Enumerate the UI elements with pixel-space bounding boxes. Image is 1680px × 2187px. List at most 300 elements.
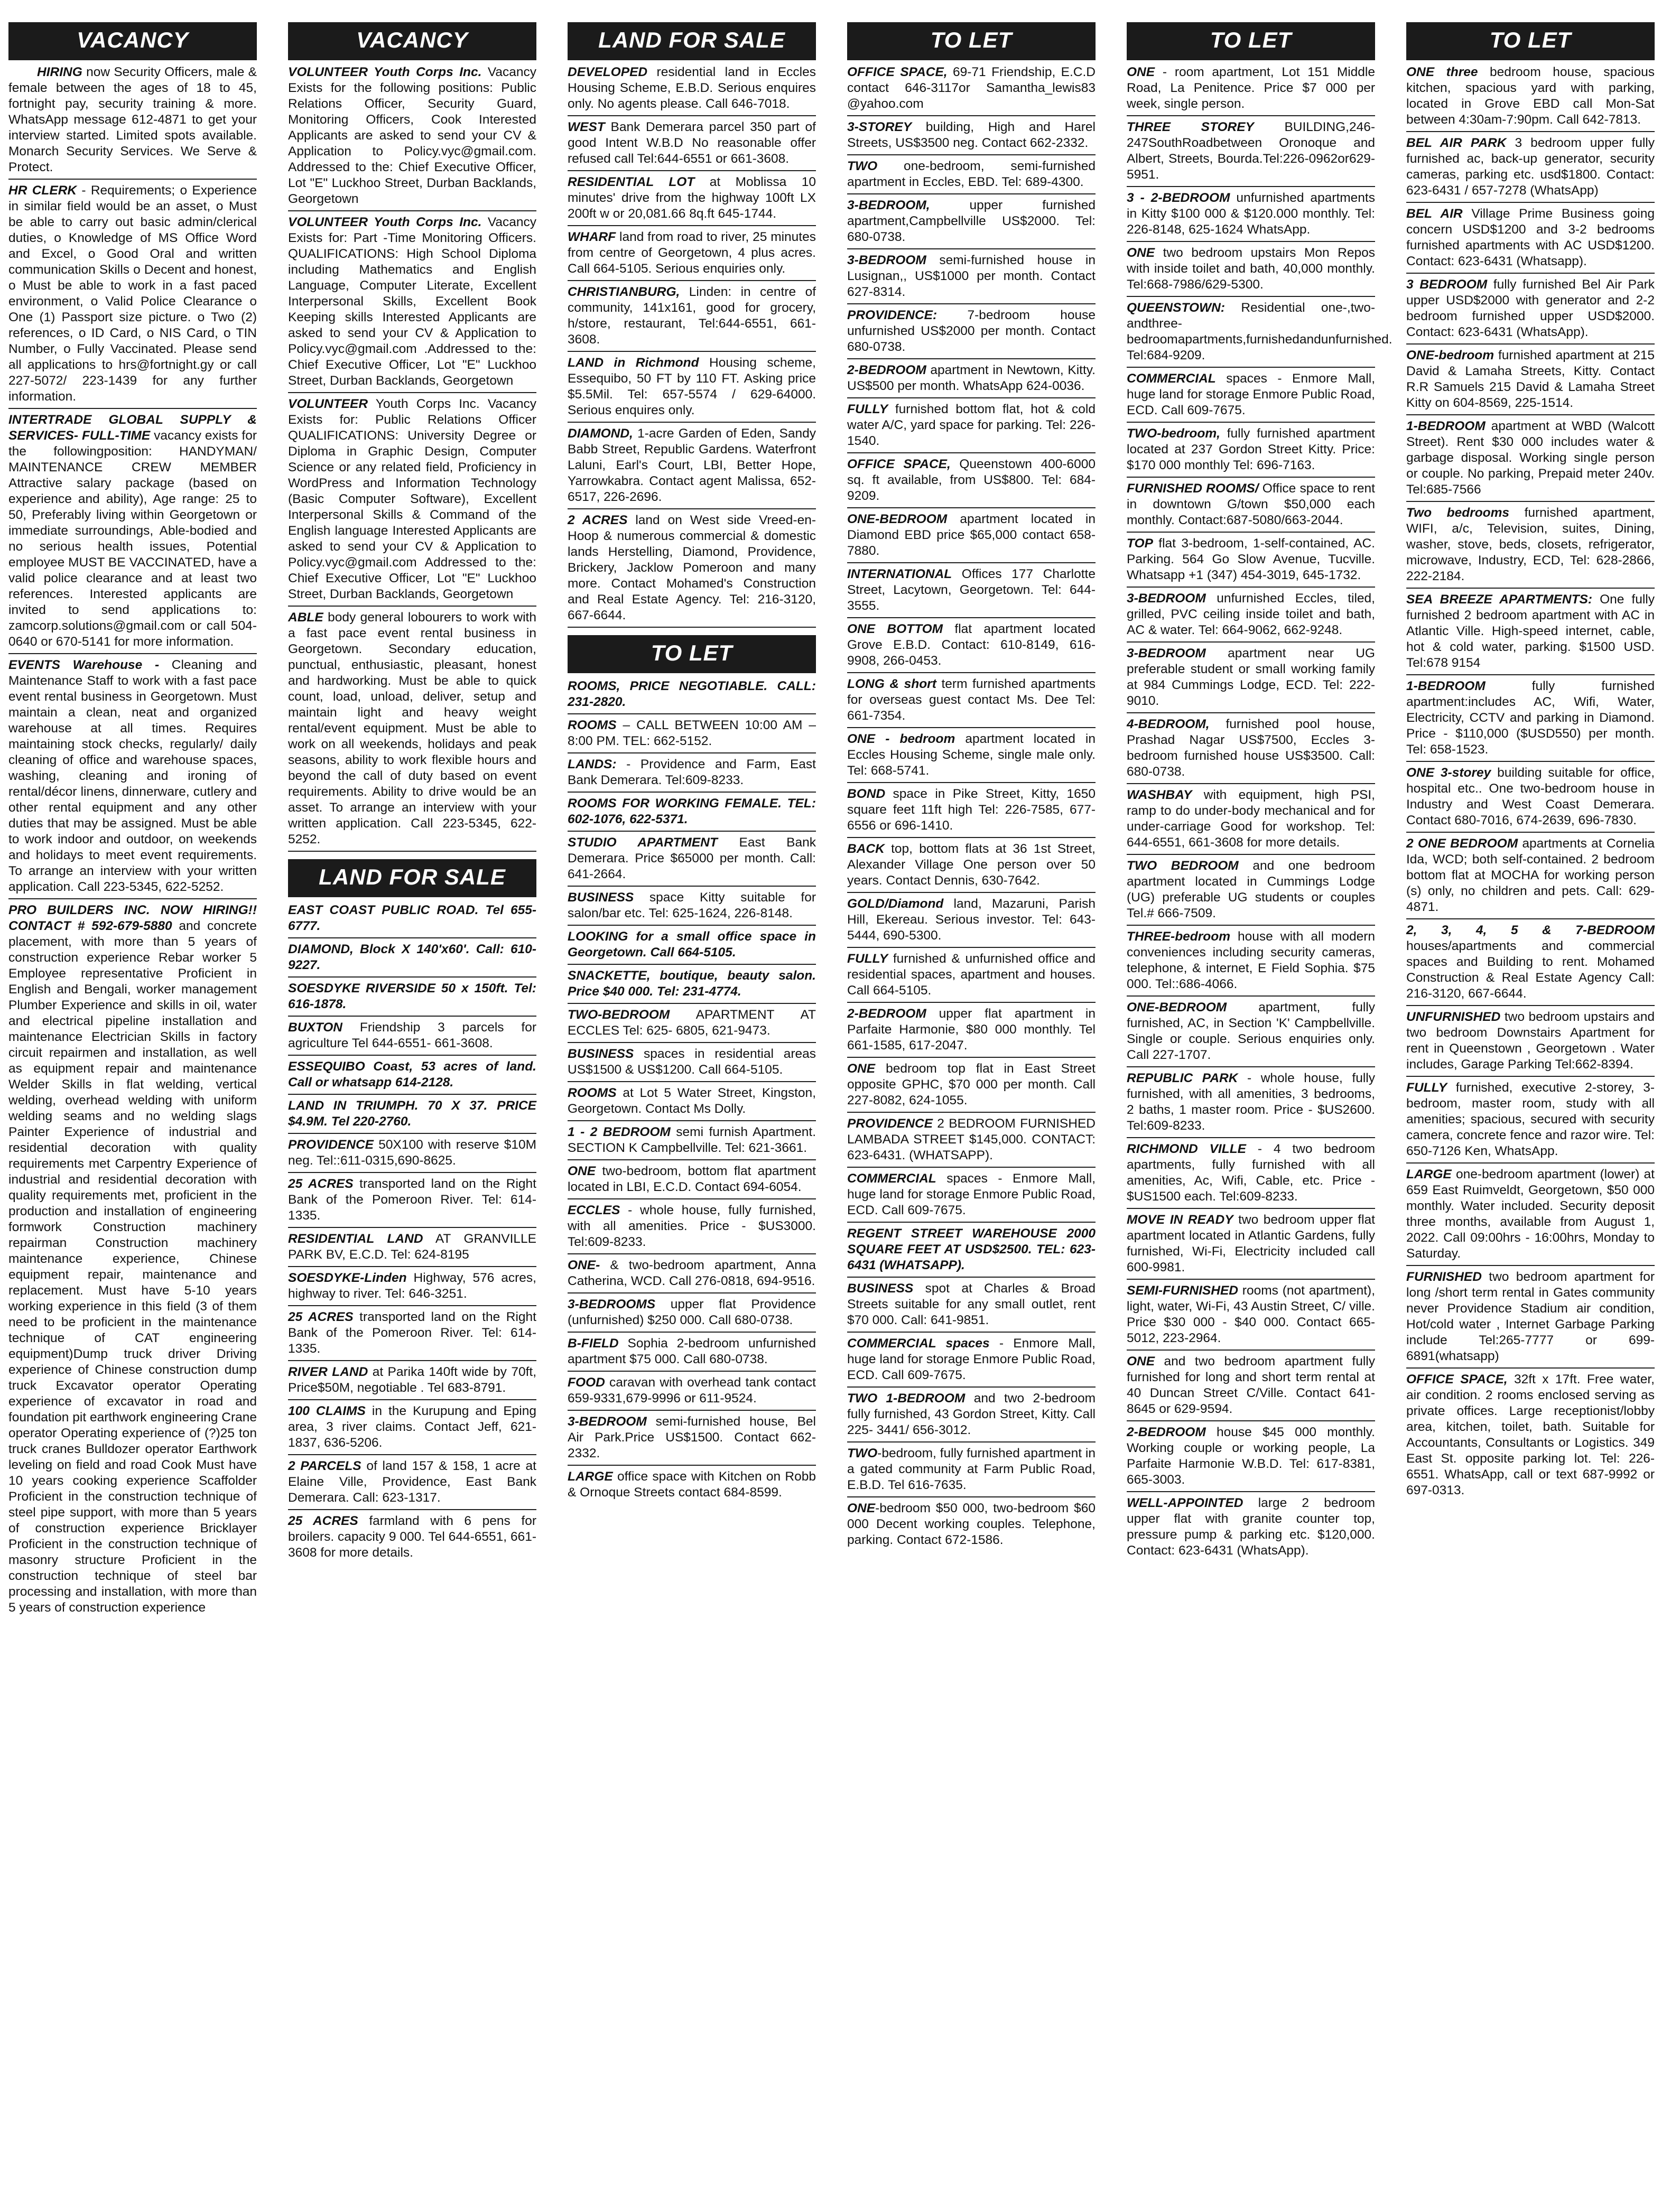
ad-body: with equipment, high PSI, ramp to do under-body mechanical and for under-carriage Good for workshop. Tel: 644-6551, 661-3608 for more details. — [1127, 788, 1375, 850]
ad-headline: ROOMS — [568, 718, 617, 732]
ad-headline: ONE-BEDROOM — [1127, 1000, 1227, 1015]
classified-ad — [847, 402, 1096, 453]
ad-body: bedroom house, spacious kitchen, spacious yard with parking, located in Grove EBD call Mon-Sat between 4:30am-7:90pm. Call 642-7813. — [1406, 65, 1655, 127]
ad-headline: BEL AIR — [1406, 207, 1463, 221]
ad-headline: BUSINESS — [568, 890, 634, 905]
classified-ad — [1406, 135, 1655, 203]
ad-headline: PROVIDENCE — [288, 1138, 374, 1152]
classified-ad — [1406, 1167, 1655, 1266]
ad-body: and two 2-bedroom fully furnished, 43 Gordon Street, Kitty. Call 225- 3441/ 656-3012. — [847, 1391, 1096, 1437]
ad-body: two bedroom upstairs and two bedroom Downstairs Apartment for rent in Queenstown , Georgetown . Water includes, Garage Parking Tel:662-8394. — [1406, 1010, 1655, 1072]
classified-ad — [288, 1270, 536, 1306]
ad-body: flat apartment located Grove E.B.D. Contact: 610-8149, 616-9908, 266-0453. — [847, 622, 1096, 668]
ad-body: Friendship 3 parcels for agriculture Tel 644-6551- 661-3608. — [288, 1020, 536, 1050]
classified-ad — [568, 1469, 816, 1504]
classified-ad — [288, 942, 536, 978]
classified-ad — [568, 1124, 816, 1160]
classified-ad — [1127, 1495, 1375, 1562]
classified-ad — [1127, 1425, 1375, 1492]
classified-ad — [1127, 716, 1375, 784]
ad-body: - Requirements; o Experience in similar field would be an asset, o Must be able to carry out basic admin/clerical duties, o Knowledge of MS Office Word and Excel, o Good Oral and written communication Skills o Decent and honest, o Must be able to work in a fast paced environment, o Valid Police Clearance o One (1) Passport size picture. o Two (2) references, o ID Card, o NIS Card, o TIN Number, o Fully Vaccinated. Please send all applications to hrs@fortnight.gy or call 227-5072/ 223-1439 for any further information. — [8, 183, 257, 404]
section-heading: TO LET — [1127, 22, 1375, 60]
ad-body: transported land on the Right Bank of the Pomeroon River. Tel: 614-1335. — [288, 1310, 536, 1356]
ad-body: - whole house, fully furnished, with all amenities. Price - $US3000. Tel:609-8233. — [568, 1203, 816, 1249]
ad-headline: ONE — [1127, 246, 1155, 260]
ad-body: land, Mazaruni, Parish Hill, Ekereau. Serious investor. Tel: 643-5444, 690-5300. — [847, 897, 1096, 943]
classified-ad — [568, 1375, 816, 1411]
classified-ad — [288, 1231, 536, 1267]
classified-ad — [568, 513, 816, 628]
ad-headline: REPUBLIC PARK — [1127, 1071, 1238, 1085]
ad-headline: 1-BEDROOM — [1406, 419, 1486, 433]
ad-body: furnished bottom flat, hot & cold water A/C, yard space for parking. Tel: 226-1540. — [847, 402, 1096, 448]
classified-ad — [568, 757, 816, 793]
ad-headline: SEA BREEZE APARTMENTS: — [1406, 592, 1593, 607]
ad-headline: 2-BEDROOM — [1127, 1425, 1206, 1439]
ad-body: rooms (not apartment), light, water, Wi-Fi, 43 Austin Street, C/ ville. Price $30 000 - $40 000. Contact 665-5012, 223-2964. — [1127, 1283, 1375, 1345]
ad-body: Bank Demerara parcel 350 part of good Intent W.B.D No reasonable offer refused call Tel:644-6551 or 661-3608. — [568, 120, 816, 166]
ad-headline: ONE - bedroom — [847, 732, 955, 746]
section-heading: LAND FOR SALE — [288, 859, 536, 897]
classified-ad — [568, 1046, 816, 1082]
classified-ad — [847, 841, 1096, 893]
ad-headline: B-FIELD — [568, 1336, 619, 1351]
ad-body: Vacancy Exists for: Part -Time Monitoring Officers. QUALIFICATIONS: High School Diploma including Mathematics and English Language, Computer Literate, Excellent Interpersonal Skills, Excellent Book Keeping skills Interested Applicants are asked to send your CV & Application to Policy.vyc@gmail.com .Addressed to the: Chief Executive Officer, Lot "E" Luckhoo Street, Durban Backlands, Georgetown — [288, 215, 536, 388]
column-5 — [1127, 22, 1393, 1565]
ad-headline: HR CLERK — [8, 183, 77, 198]
ad-body: one-bedroom apartment (lower) at 659 East Ruimveldt, Georgetown, $50 000 monthly. Water included. Security deposit three months, available from August 1, 2022. Call 09:00hrs - 16:00hrs, Monday to Saturday. — [1406, 1167, 1655, 1261]
ad-body: in the Kurupung and Eping area, 3 river claims. Contact Jeff, 621-1837, 636-5206. — [288, 1404, 536, 1450]
ad-body: upper flat Providence (unfurnished) $250 000. Call 680-0738. — [568, 1297, 816, 1327]
classified-ad — [568, 718, 816, 753]
column-6 — [1406, 22, 1655, 1505]
ad-body: upper flat apartment in Parfaite Harmonie, $80 000 monthly. Tel 661-1585, 617-2047. — [847, 1007, 1096, 1053]
ad-body: land from road to river, 25 minutes from centre of Georgetown, 4 plus acres. Call 664-5105. Serious enquiries only. — [568, 230, 816, 276]
classified-ad — [1127, 1071, 1375, 1138]
classified-ad — [1127, 426, 1375, 478]
classified-ad — [847, 1116, 1096, 1168]
classified-ad — [568, 1203, 816, 1254]
classified-ad — [568, 426, 816, 509]
ad-headline: BEL AIR PARK — [1406, 136, 1507, 150]
ad-headline: 3-STOREY — [847, 120, 912, 134]
classified-ad — [288, 1458, 536, 1510]
ad-headline: DIAMOND, Block X 140'x60'. Call: 610-9227. — [288, 942, 536, 972]
ad-headline: VOLUNTEER Youth Corps Inc. — [288, 215, 482, 229]
classified-ad — [1406, 765, 1655, 833]
classified-ad — [288, 215, 536, 393]
classified-ad — [1127, 1212, 1375, 1280]
ad-body: furnished pool house, Prashad Nagar US$7500, Eccles 3-bedroom furnished house US$3500. Call: 680-0738. — [1127, 717, 1375, 779]
classified-ad — [847, 511, 1096, 563]
classified-ad — [288, 1059, 536, 1095]
classified-ad — [1127, 536, 1375, 588]
ad-body: APARTMENT AT ECCLES Tel: 625- 6805, 621-9473. — [568, 1008, 816, 1038]
ad-headline: RICHMOND VILLE — [1127, 1142, 1247, 1156]
ad-body: furnished & unfurnished office and residential spaces, apartment and houses. Call 664-5105. — [847, 952, 1096, 998]
ad-headline: OFFICE SPACE, — [847, 65, 948, 79]
ad-body: at Parika 140ft wide by 70ft, Price$50M, negotiable . Tel 683-8791. — [288, 1365, 536, 1395]
ad-body: apartment located in Diamond EBD price $65,000 contact 658-7880. — [847, 512, 1096, 558]
ad-body: Village Prime Business going concern USD$1200 and 3-2 bedrooms furnished apartments with AC USD$1200. Contact: 623-6431 (Whatsapp). — [1406, 207, 1655, 268]
classified-ad — [568, 835, 816, 887]
ad-body: unfurnished Eccles, tiled, grilled, PVC ceiling inside toilet and bath, AC & water. Tel: 664-9062, 662-9248. — [1127, 591, 1375, 637]
ad-body: - 4 two bedroom apartments, fully furnished with all amenities, Ac, Wifi, Cable, etc. Price - $US1500 each. Tel:609-8233. — [1127, 1142, 1375, 1204]
ad-headline: QUEENSTOWN: — [1127, 301, 1226, 315]
classified-ad — [288, 1403, 536, 1455]
ad-headline: ONE — [568, 1164, 596, 1178]
ad-headline: BACK — [847, 842, 885, 856]
ad-body: large 2 bedroom upper flat with granite counter top, pressure pump & parking etc. $120,000. Contact: 623-6431 (WhatsApp). — [1127, 1496, 1375, 1558]
classified-ad — [1127, 245, 1375, 297]
classified-ad — [847, 1336, 1096, 1388]
ad-body: Sophia 2-bedroom unfurnished apartment $75 000. Call 680-0738. — [568, 1336, 816, 1366]
ad-headline: GOLD/Diamond — [847, 897, 944, 911]
ad-body: building, High and Harel Streets, US$3500 neg. Contact 662-2332. — [847, 120, 1096, 150]
ad-headline: ONE BOTTOM — [847, 622, 943, 636]
classified-ad — [847, 1446, 1096, 1497]
ad-body: 2 BEDROOM FURNISHED LAMBADA STREET $145,000. CONTACT: 623-6431. (WHATSAPP). — [847, 1116, 1096, 1162]
ad-headline: LAND IN TRIUMPH. 70 X 37. PRICE $4.9M. Tel 220-2760. — [288, 1099, 536, 1129]
section-heading: TO LET — [847, 22, 1096, 60]
ad-body: one-bedroom, semi-furnished apartment in Eccles, EBD. Tel: 689-4300. — [847, 159, 1096, 189]
classified-ad — [568, 174, 816, 226]
classified-ad — [847, 362, 1096, 398]
classified-ad — [1406, 1372, 1655, 1502]
ad-headline: 3 - 2-BEDROOM — [1127, 191, 1230, 205]
ad-headline: WASHBAY — [1127, 788, 1192, 802]
classified-ad — [1406, 1080, 1655, 1164]
ad-body: term furnished apartments for overseas guest contact Ms. Dee Tel: 661-7354. — [847, 677, 1096, 723]
ad-body: East Bank Demerara. Price $65000 per month. Call: 641-2664. — [568, 835, 816, 881]
ad-body: 3 bedroom upper fully furnished ac, back-up generator, security cameras, parking etc. usd$1800. Contact: 623-6431 / 657-7278 (WhatsApp) — [1406, 136, 1655, 198]
classified-ad — [847, 1391, 1096, 1443]
ad-body: furnished apartment, WIFI, a/c, Television, suites, Dining, washer, stove, beds, closets, refrigerator, microwave, Industry, ECD, Tel: 628-2866, 222-2184. — [1406, 506, 1655, 583]
ad-body: spaces in residential areas US$1500 & US$1200. Call 664-5105. — [568, 1047, 816, 1077]
ad-body: BUILDING,246-247SouthRoadbetween Oronoque and Albert, Streets, Bourda.Tel:226-0962or629-5951. — [1127, 120, 1375, 182]
classified-ad — [847, 1226, 1096, 1278]
ad-headline: 3-BEDROOM — [847, 253, 926, 267]
classified-ad — [568, 796, 816, 832]
ad-headline: FURNISHED — [1406, 1270, 1482, 1284]
classified-ad — [847, 119, 1096, 155]
classified-ad — [288, 64, 536, 211]
ad-body: – CALL BETWEEN 10:00 AM – 8:00 PM. TEL: 662-5152. — [568, 718, 816, 748]
ad-body: space in Pike Street, Kitty, 1650 square feet 11ft high Tel: 226-7585, 677-6556 or 696-1410. — [847, 787, 1096, 833]
classified-ad — [288, 1364, 536, 1400]
ad-body: two bedroom upper flat apartment located in Atlantic Gardens, fully furnished, Wi-Fi, Electricity included call 600-9981. — [1127, 1213, 1375, 1274]
classified-ad — [1406, 836, 1655, 919]
classified-ad — [1127, 646, 1375, 713]
ad-headline: SOESDYKE RIVERSIDE 50 x 150ft. Tel: 616-1878. — [288, 981, 536, 1011]
ad-body: farmland with 6 pens for broilers. capacity 9 000. Tel 644-6551, 661-3608 for more details. — [288, 1514, 536, 1560]
classified-ad — [847, 64, 1096, 116]
ad-headline: 3-BEDROOM, — [847, 198, 930, 212]
ad-body: two bedroom apartment for long /short term rental in Gates community never Providence Stadium air condition, Hot/cold water , Internet Garbage Parking include Tel:265-7777 or 699-6891(whatsapp) — [1406, 1270, 1655, 1363]
classified-ad — [847, 896, 1096, 948]
ad-headline: FURNISHED ROOMS/ — [1127, 481, 1259, 496]
ad-headline: REGENT STREET WAREHOUSE 2000 SQUARE FEET AT USD$2500. TEL: 623-6431 (WHATSAPP). — [847, 1226, 1096, 1272]
ad-headline: 2-BEDROOM — [847, 363, 926, 377]
classified-ad — [568, 678, 816, 714]
classified-ad — [1127, 371, 1375, 423]
classified-ad — [8, 657, 257, 899]
classified-ad — [847, 1281, 1096, 1333]
ad-body: 32ft x 17ft. Free water, air condition. 2 rooms enclosed serving as private offices. Large receptionist/lobby area, kitchen, toilet, bath. Suitable for Accountants, Consultants or Logistics. 349 East St. opposite parking lot. Tel: 226-6551. WhatsApp, call or text 687-9992 or 697-0313. — [1406, 1372, 1655, 1497]
ad-body: fully furnished Bel Air Park upper USD$2000 with generator and 2-2 bedroom furnished upper USD$2000. Contact: 623-6431 (WhatsApp). — [1406, 277, 1655, 339]
classified-ad — [1127, 858, 1375, 926]
ad-headline: 2 PARCELS — [288, 1459, 361, 1473]
classified-ad — [568, 1007, 816, 1043]
classified-ad — [847, 1061, 1096, 1113]
ad-headline: LONG & short — [847, 677, 936, 691]
ad-headline: SEMI-FURNISHED — [1127, 1283, 1238, 1298]
classified-ad — [568, 1085, 816, 1121]
classified-ad — [847, 253, 1096, 304]
ad-headline: 25 ACRES — [288, 1514, 358, 1528]
ad-headline: Two bedrooms — [1406, 506, 1510, 520]
ad-headline: INTERNATIONAL — [847, 567, 952, 581]
ad-headline: 2 ONE BEDROOM — [1406, 836, 1518, 851]
ad-headline: TWO-bedroom, — [1127, 426, 1220, 441]
classified-ad — [1127, 190, 1375, 242]
classified-ad — [847, 1501, 1096, 1551]
classified-ad — [847, 731, 1096, 783]
classified-ad — [1127, 300, 1393, 368]
ad-headline: FOOD — [568, 1375, 605, 1390]
ad-body: Highway, 576 acres, highway to river. Tel: 646-3251. — [288, 1271, 536, 1301]
classified-ad — [288, 396, 536, 607]
ad-headline: WELL-APPOINTED — [1127, 1496, 1243, 1510]
section-heading: TO LET — [1406, 22, 1655, 60]
ad-headline: ONE — [847, 1062, 876, 1076]
ad-body: 50X100 with reserve $10M neg. Tel::611-0315,690-8625. — [288, 1138, 536, 1168]
classified-ad — [568, 229, 816, 281]
ad-headline: FULLY — [847, 402, 888, 416]
ad-headline: COMMERCIAL — [1127, 371, 1216, 386]
ad-headline: ROOMS, PRICE NEGOTIABLE. CALL: 231-2820. — [568, 679, 816, 709]
ad-body: land on West side Vreed-en-Hoop & numerous commercial & domestic lands Herstelling, Diamond, Providence, Brickery, Jacklow Pomeroon and many more. Contact Mohamed's Construction and Real Estate Agency. Tel: 216-3120, 667-6644. — [568, 513, 816, 622]
ad-body: house $45 000 monthly. Working couple or working people, La Parfaite Harmonie W.B.D. Tel: 617-8381, 665-3003. — [1127, 1425, 1375, 1487]
column-2 — [288, 22, 536, 1567]
ad-body: caravan with overhead tank contact 659-9331,679-9996 or 611-9524. — [568, 1375, 816, 1406]
ad-headline: 2 ACRES — [568, 513, 628, 527]
ad-body: transported land on the Right Bank of the Pomeroon River. Tel: 614-1335. — [288, 1177, 536, 1223]
ad-body: Linden: in centre of community, 141x161, good for grocery, h/store, restaurant, Tel:644-6551, 661-3608. — [568, 285, 816, 347]
classified-ad — [1127, 481, 1375, 533]
ad-headline: TWO — [847, 1446, 878, 1460]
ad-headline: TWO-BEDROOM — [568, 1008, 670, 1022]
classified-ad — [847, 566, 1096, 618]
ad-headline: ABLE — [288, 610, 323, 625]
classified-ad — [847, 308, 1096, 359]
ad-body: building suitable for office, hospital etc.. One two-bedroom house in Industry and West Coast Demerara. Contact 680-7016, 674-2639, 696-7830. — [1406, 766, 1655, 827]
ad-headline: ROOMS — [568, 1086, 617, 1100]
classified-ad — [1406, 418, 1655, 502]
ad-body: body general lobourers to work with a fast pace event rental business in Georgetown. Secondary education, punctual, enthusiastic, pleasant, honest and hardworking. Must be able to quick count, load, unload, deliver, setup and maintain light and heavy weight rental/event equipment. Must be able to work on all weekends, holidays and peak seasons, ability to work flexible hours and beyond the call of duty based on event requirements. Ability to drive would be an asset. To arrange an interview with your written application. Call 223-5345, 622-5252. — [288, 610, 536, 846]
ad-body: at Lot 5 Water Street, Kingston, Georgetown. Contact Ms Dolly. — [568, 1086, 816, 1116]
ad-headline: BUXTON — [288, 1020, 343, 1035]
ad-headline: 25 ACRES — [288, 1310, 354, 1324]
ad-headline: VOLUNTEER Youth Corps Inc. — [288, 65, 482, 79]
column-4 — [847, 22, 1096, 1555]
classified-ad — [568, 119, 816, 171]
classified-ad — [568, 890, 816, 926]
ad-body: upper furnished apartment,Campbellville US$2000. Tel: 680-0738. — [847, 198, 1096, 244]
ad-headline: BOND — [847, 787, 886, 801]
classified-ad — [1406, 678, 1655, 762]
ad-body: apartment in Newtown, Kitty. US$500 per month. WhatsApp 624-0036. — [847, 363, 1096, 393]
ad-headline: 3-BEDROOM — [568, 1414, 647, 1429]
section-heading: VACANCY — [288, 22, 536, 60]
ad-headline: 1 - 2 BEDROOM — [568, 1125, 671, 1139]
ad-headline: TWO — [847, 159, 878, 173]
ad-body: fully furnished apartment:includes AC, Wifi, Water, Electricity, CCTV and parking in Diamond. Price - $110,000 ($USD550) per month. Tel: 658-1523. — [1406, 679, 1655, 757]
classified-ad — [288, 1137, 536, 1173]
ad-body: bedroom top flat in East Street opposite GPHC, $70 000 per month. Call 227-8082, 624-1055. — [847, 1062, 1096, 1108]
classified-ad — [847, 621, 1096, 673]
ad-body: - whole house, fully furnished, with all amenities, 3 bedrooms, 2 baths, 1 master room. Price - $US2600. Tel:609-8233. — [1127, 1071, 1375, 1133]
classified-ad — [1406, 206, 1655, 274]
ad-body: houses/apartments and commercial spaces and Building to rent. Mohamed Construction & Real Estate Agency Call: 216-3120, 667-6644. — [1406, 939, 1655, 1001]
ad-body: apartment near UG preferable student or small working family at 984 Cummings Lodge, ECD. Tel: 222-9010. — [1127, 646, 1375, 708]
ad-body: Housing scheme, Essequibo, 50 FT by 110 FT. Asking price $5.5Mil. Tel: 657-5574 / 629-64000. Serious enquires only. — [568, 356, 816, 417]
ad-headline: MOVE IN READY — [1127, 1213, 1233, 1227]
ad-body: Queenstown 400-6000 sq. ft available, from US$800. Tel: 684-9209. — [847, 457, 1096, 503]
ad-headline: PRO BUILDERS INC. NOW HIRING!! CONTACT # 592-679-5880 — [8, 903, 257, 933]
ad-headline: EVENTS Warehouse - — [8, 658, 160, 672]
classified-ad — [847, 1006, 1096, 1058]
classified-ad — [847, 676, 1096, 728]
ad-body: space Kitty suitable for salon/bar etc. Tel: 625-1624, 226-8148. — [568, 890, 816, 920]
ad-body: Youth Corps Inc. Vacancy Exists for: Public Relations Officer QUALIFICATIONS: University Degree or Diploma in Graphic Design, Computer Science or any related field, Proficiency in WordPress and Information Technology (Basic Computer Software), Excellent Interpersonal Skills & Command of the English language Interested Applicants are asked to send your CV & Application to Policy.vyc@gmail.com Addressed to the: Chief Executive Officer, Lot "E" Luckhoo Street, Durban Backlands, Georgetown — [288, 397, 536, 601]
ad-body: house with all modern conveniences including security cameras, telephone, & internet, E Field Sophia. $75 000. Tel::686-4066. — [1127, 929, 1375, 991]
ad-headline: COMMERCIAL — [847, 1171, 936, 1186]
ad-body: - Providence and Farm, East Bank Demerara. Tel:609-8233. — [568, 757, 816, 787]
classified-ad — [288, 902, 536, 938]
ad-headline: 25 ACRES — [288, 1177, 354, 1191]
ad-body: semi furnish Apartment. SECTION K Campbellville. Tel: 621-3661. — [568, 1125, 816, 1155]
ad-headline: ONE-bedroom — [1406, 348, 1495, 362]
ad-body: unfurnished apartments in Kitty $100 000 & $120.000 monthly. Tel: 226-8148, 625-1624 WhatsApp. — [1127, 191, 1375, 237]
ad-body: 69-71 Friendship, E.C.D contact 646-3117or Samantha_lewis83 @yahoo.com — [847, 65, 1096, 111]
classified-ad — [1127, 1000, 1375, 1067]
classified-ad — [8, 183, 257, 409]
ad-headline: ONE — [1127, 65, 1155, 79]
ad-headline: THREE-bedroom — [1127, 929, 1230, 944]
classified-ad — [1127, 119, 1375, 187]
ad-body: top, bottom flats at 36 1st Street, Alexander Village One person over 50 years. Contact Dennis, 630-7642. — [847, 842, 1096, 888]
ad-headline: BUSINESS — [847, 1281, 914, 1296]
ad-body: semi-furnished house, Bel Air Park.Price US$1500. Contact 662-2332. — [568, 1414, 816, 1460]
ad-headline: VOLUNTEER — [288, 397, 368, 411]
classified-ad — [1127, 64, 1375, 116]
section-heading: VACANCY — [8, 22, 257, 60]
ad-headline: WHARF — [568, 230, 616, 244]
classified-ad — [568, 1414, 816, 1466]
ad-headline: TWO BEDROOM — [1127, 859, 1239, 873]
ad-headline: RESIDENTIAL LAND — [288, 1232, 423, 1246]
ad-headline: FULLY — [1406, 1081, 1447, 1095]
ad-headline: LOOKING for a small office space in Georgetown. Call 664-5105. — [568, 929, 816, 960]
classified-ad — [288, 1309, 536, 1361]
ad-body: AT GRANVILLE PARK BV, E.C.D. Tel: 624-8195 — [288, 1232, 536, 1262]
ad-body: residential land in Eccles Housing Scheme, E.B.D. Serious enquires only. No agents please. Call 646-7018. — [568, 65, 816, 111]
ad-headline: COMMERCIAL spaces — [847, 1336, 990, 1351]
ad-headline: TWO 1-BEDROOM — [847, 1391, 966, 1406]
ad-headline: ROOMS FOR WORKING FEMALE. TEL: 602-1076, 622-5371. — [568, 796, 816, 826]
ad-body: two bedroom upstairs Mon Repos with inside toilet and bath, 40,000 monthly. Tel:668-7986/629-5300. — [1127, 246, 1375, 292]
ad-body: vacancy exists for the followingposition: HANDYMAN/ MAINTENANCE CREW MEMBER Attractive salary package (based on experience and ability), Age range: 25 to 50, Preferably living within Georgetown or immediate surroundings, Able-bodied and no serious health issues, Potential employee MUST BE VACCINATED, have a valid police clearance and at least two references. Interested applicants are invited to send applications to: zamcorp.solutions@gmail.com or call 504-0640 or 670-5141 for more information. — [8, 429, 257, 649]
classified-ad — [847, 786, 1096, 838]
classified-ad — [568, 968, 816, 1004]
ad-body: Office space to rent in downtown G/town $50,000 each monthly. Contact:687-5080/663-2044. — [1127, 481, 1375, 527]
section-heading: TO LET — [568, 635, 816, 673]
classified-ad — [288, 610, 536, 852]
classified-ad — [568, 355, 816, 423]
ad-headline: WEST — [568, 120, 605, 134]
ad-headline: LAND in Richmond — [568, 356, 699, 370]
ad-body: and two bedroom apartment fully furnished for long and short term rental at 40 Duncan Street C/Ville. Contact 641-8645 or 629-9594. — [1127, 1354, 1375, 1416]
ad-headline: EAST COAST PUBLIC ROAD. Tel 655-6777. — [288, 903, 536, 933]
ad-headline: INTERTRADE GLOBAL SUPPLY & SERVICES- FULL-TIME — [8, 413, 257, 443]
classified-ad — [847, 198, 1096, 249]
ad-headline: PROVIDENCE — [847, 1116, 933, 1131]
ad-body: - room apartment, Lot 151 Middle Road, La Penitence. Price $7 000 per week, single person. — [1127, 65, 1375, 111]
ad-headline: SNACKETTE, boutique, beauty salon. Price $40 000. Tel: 231-4774. — [568, 969, 816, 999]
ad-body: spaces - Enmore Mall, huge land for storage Enmore Public Road, ECD. Call 609-7675. — [1127, 371, 1375, 417]
ad-body: semi-furnished house in Lusignan,, US$1000 per month. Contact 627-8314. — [847, 253, 1096, 299]
ad-headline: FULLY — [847, 952, 888, 966]
classified-ad — [288, 1098, 536, 1134]
ad-body: One fully furnished 2 bedroom apartment with AC in Atlantic Ville. High-speed internet, cable, hot & cold water, parking. $1500 USD. Tel:678 9154 — [1406, 592, 1655, 670]
ad-headline: 2, 3, 4, 5 & 7-BEDROOM — [1406, 923, 1655, 937]
ad-headline: UNFURNISHED — [1406, 1010, 1501, 1024]
ad-body: two-bedroom, bottom flat apartment located in LBI, E.C.D. Contact 694-6054. — [568, 1164, 816, 1194]
ad-body: spaces - Enmore Mall, huge land for storage Enmore Public Road, ECD. Call 609-7675. — [847, 1171, 1096, 1217]
classified-ad — [1406, 277, 1655, 345]
ad-headline: 2-BEDROOM — [847, 1007, 926, 1021]
ad-body: -bedroom $50 000, two-bedroom $60 000 Decent working couples. Telephone, parking. Contact 672-1586. — [847, 1501, 1096, 1547]
ad-headline: ONE three — [1406, 65, 1478, 79]
classified-ad — [8, 412, 257, 654]
ad-headline: 1-BEDROOM — [1406, 679, 1486, 693]
ad-body: Residential one-,two-andthree-bedroomapartments,furnishedandunfurnished. Tel:684-9209. — [1127, 301, 1393, 362]
section-heading: LAND FOR SALE — [568, 22, 816, 60]
column-3 — [568, 22, 816, 1507]
classified-ad — [1406, 923, 1655, 1006]
ad-headline: ONE — [847, 1501, 876, 1515]
ad-headline: ONE 3-storey — [1406, 766, 1491, 780]
classified-ad — [8, 902, 257, 1619]
classified-ad — [568, 1164, 816, 1199]
ad-headline: 3-BEDROOMS — [568, 1297, 656, 1311]
ad-body: 1-acre Garden of Eden, Sandy Babb Street, Republic Gardens. Waterfront Laluni, Earl's Court, LBI, Better Hope, Yarrowkabra. Contact agent Malissa, 652-6517, 226-2696. — [568, 426, 816, 504]
ad-body: and one bedroom apartment located in Cummings Lodge (UG) preferable UG students or couples Tel.# 666-7509. — [1127, 859, 1375, 920]
ad-body: - Enmore Mall, huge land for storage Enmore Public Road, ECD. Call 609-7675. — [847, 1336, 1096, 1382]
ad-headline: ONE — [1127, 1354, 1155, 1369]
ad-body: apartment located in Eccles Housing Scheme, single male only. Tel: 668-5741. — [847, 732, 1096, 778]
ad-headline: HIRING — [37, 65, 82, 79]
classified-ad — [8, 64, 257, 180]
ad-headline: DEVELOPED — [568, 65, 648, 79]
ad-body: apartments at Cornelia Ida, WCD; both self-contained. 2 bedroom bottom flat at MOCHA for working person (s) only, no children and pets. Call: 629-4871. — [1406, 836, 1655, 914]
ad-headline: ONE-BEDROOM — [847, 512, 948, 526]
classified-ad — [288, 981, 536, 1017]
classified-ad — [1406, 505, 1655, 589]
ad-body: Cleaning and Maintenance Staff to work with a fast pace event rental business in Georgetown. Must maintain a clean, neat and organized warehouse at all times. Requires maintaining stock checks, regularly/ daily cleaning of office and warehouse spaces, washing, cleaning and ironing of rental/décor linens, dinnerware, cutlery and other rental equipment and any other duties that may be assigned. Must be able to work indoor and outdoor, on weekends and holidays to meet event requirements. To arrange an interview with your written application. Call 223-5345, 622-5252. — [8, 658, 257, 894]
classified-ad — [568, 929, 816, 965]
